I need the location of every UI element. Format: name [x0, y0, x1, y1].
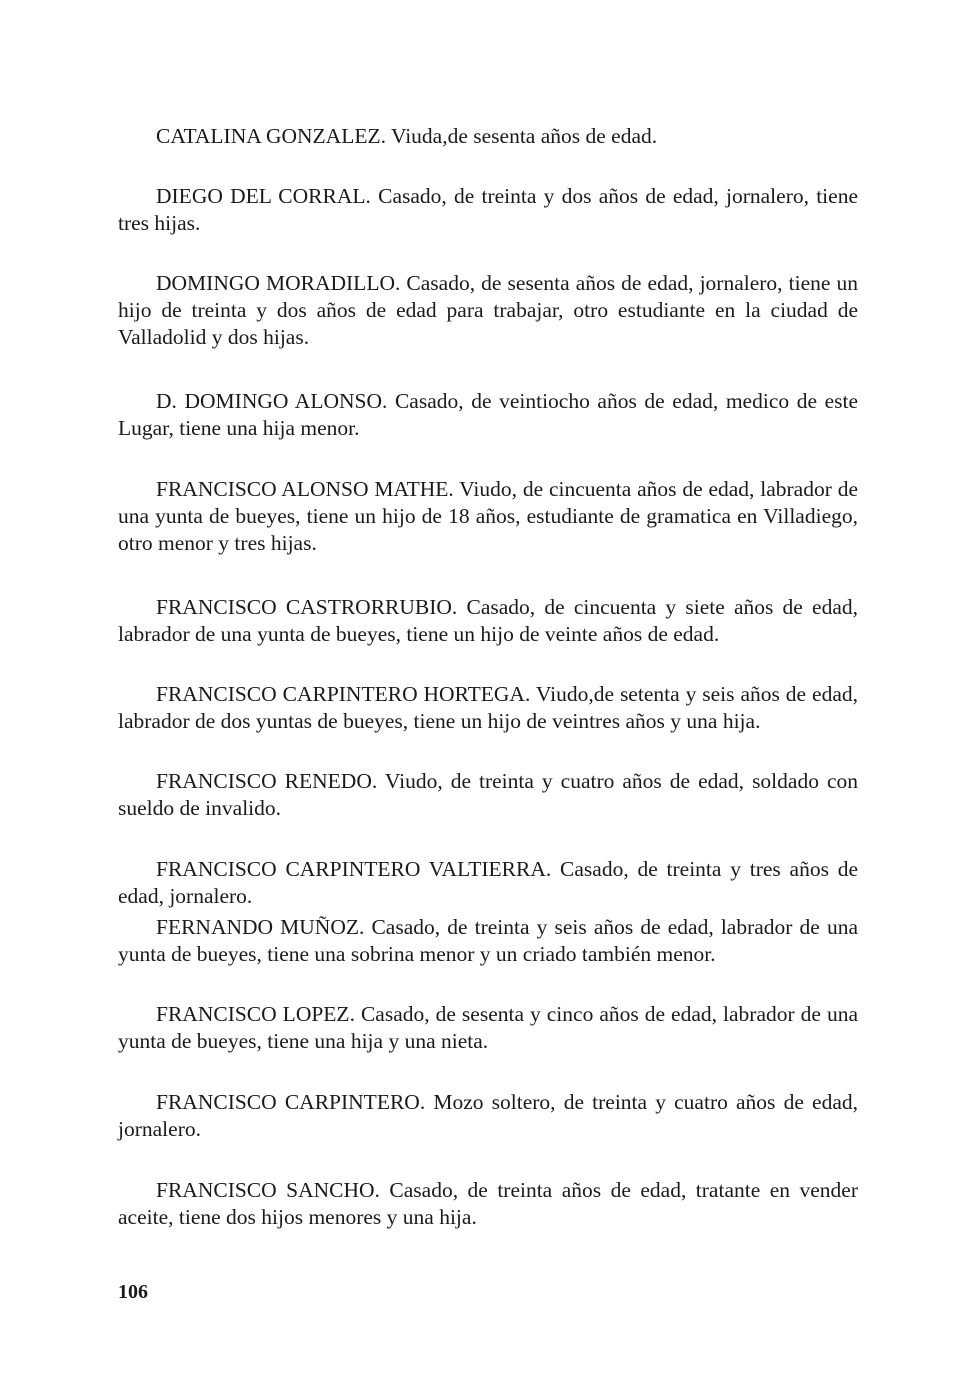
entry-francisco-carpintero-hortega: FRANCISCO CARPINTERO HORTEGA. Viudo,de setenta y seis años de edad, labrador de dos yuntas de bueyes, tiene un hijo de veintres años y una hija. [118, 682, 858, 733]
entry-francisco-alonso-mathe: FRANCISCO ALONSO MATHE. Viudo, de cincuenta años de edad, labrador de una yunta de bueyes, tiene un hijo de 18 años, estudiante de gramatica en Villadiego, otro menor y tres hijas. [118, 477, 858, 555]
entry-francisco-castrorrubio: FRANCISCO CASTRORRUBIO. Casado, de cincuenta y siete años de edad, labrador de una yunta de bueyes, tiene un hijo de veinte años de edad. [118, 595, 858, 646]
entry-domingo-moradillo: DOMINGO MORADILLO. Casado, de sesenta años de edad, jornalero, tiene un hijo de treinta y dos años de edad para trabajar, otro estudiante en la ciudad de Valladolid y dos hijas. [118, 271, 858, 349]
entry-diego-del-corral: DIEGO DEL CORRAL. Casado, de treinta y dos años de edad, jornalero, tiene tres hijas. [118, 184, 858, 235]
entry-francisco-carpintero: FRANCISCO CARPINTERO. Mozo soltero, de treinta y cuatro años de edad, jornalero. [118, 1090, 858, 1141]
entry-francisco-carpintero-valtierra: FRANCISCO CARPINTERO VALTIERRA. Casado, de treinta y tres años de edad, jornalero. [118, 857, 858, 908]
entry-francisco-sancho: FRANCISCO SANCHO. Casado, de treinta años de edad, tratante en vender aceite, tiene dos hijos menores y una hija. [118, 1178, 858, 1229]
entry-domingo-alonso: D. DOMINGO ALONSO. Casado, de veintiocho años de edad, medico de este Lugar, tiene una hija menor. [118, 389, 858, 440]
entry-catalina-gonzalez: CATALINA GONZALEZ. Viuda,de sesenta años de edad. [156, 124, 658, 148]
entry-francisco-lopez: FRANCISCO LOPEZ. Casado, de sesenta y cinco años de edad, labrador de una yunta de bueyes, tiene una hija y una nieta. [118, 1002, 858, 1053]
entry-francisco-renedo: FRANCISCO RENEDO. Viudo, de treinta y cuatro años de edad, soldado con sueldo de invalido. [118, 769, 858, 820]
page-number: 106 [118, 1281, 148, 1303]
entry-fernando-munoz: FERNANDO MUÑOZ. Casado, de treinta y seis años de edad, labrador de una yunta de bueyes, tiene una sobrina menor y un criado también menor. [118, 915, 858, 966]
